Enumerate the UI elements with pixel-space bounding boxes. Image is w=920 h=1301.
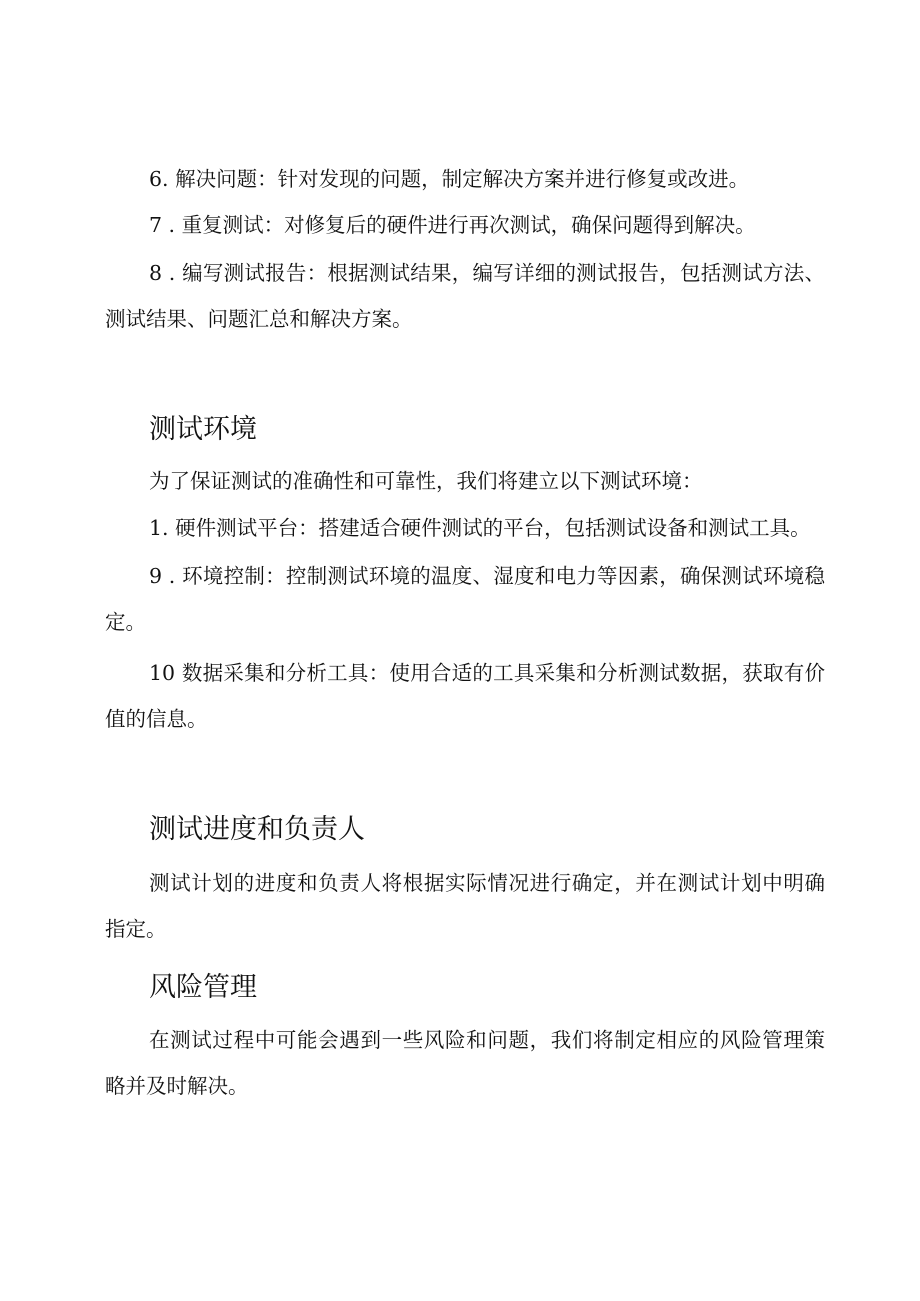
list-item-8: 8 . 编写测试报告：根据测试结果，编写详细的测试报告，包括测试方法、测试结果、问题汇总和解决方案。 [105,261,825,331]
section-heading-test-environment: 测试环境 [149,414,257,445]
section-intro-test-environment: 为了保证测试的准确性和可靠性，我们将建立以下测试环境： [149,469,703,493]
section-body-schedule-owner: 测试计划的进度和负责人将根据实际情况进行确定，并在测试计划中明确指定。 [105,871,825,941]
list-item-1: 1. 硬件测试平台：搭建适合硬件测试的平台，包括测试设备和测试工具。 [149,516,811,540]
list-item-9: 9 . 环境控制：控制测试环境的温度、湿度和电力等因素，确保测试环境稳定。 [105,564,825,634]
section-heading-risk-management: 风险管理 [149,972,257,1003]
list-item-10: 10 数据采集和分析工具：使用合适的工具采集和分析测试数据，获取有价值的信息。 [105,661,825,731]
section-heading-schedule-owner: 测试进度和负责人 [149,814,365,845]
list-item-6: 6. 解决问题：针对发现的问题，制定解决方案并进行修复或改进。 [149,167,750,191]
section-body-risk-management: 在测试过程中可能会遇到一些风险和问题，我们将制定相应的风险管理策略并及时解决。 [105,1028,825,1098]
list-item-7: 7 . 重复测试：对修复后的硬件进行再次测试，确保问题得到解决。 [149,213,756,237]
